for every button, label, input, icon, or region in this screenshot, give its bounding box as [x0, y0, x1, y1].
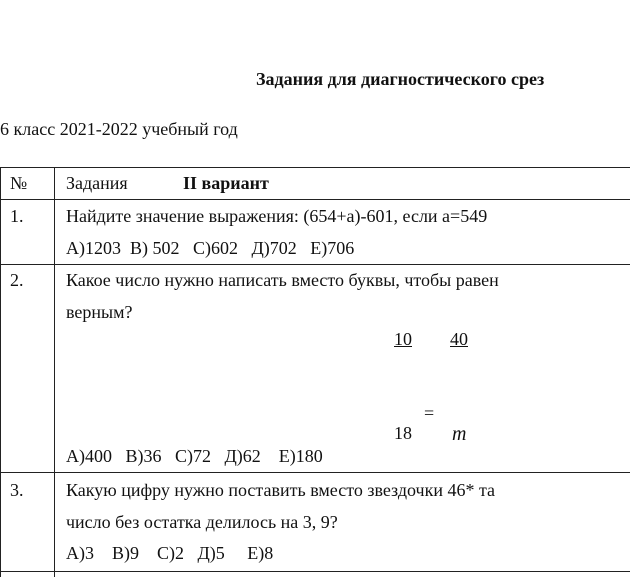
task-text: Какую цифру нужно поставить вместо звездочки 46* та — [66, 480, 496, 500]
table-row-divider — [0, 199, 630, 200]
task-text: Какое число нужно написать вместо буквы, чтобы равен — [66, 270, 499, 290]
task-number: 3. — [10, 480, 24, 500]
answer-options: А)3 В)9 С)2 Д)5 Е)8 — [66, 543, 274, 563]
table-row-divider — [0, 472, 630, 473]
fraction-denominator: 18 — [394, 423, 412, 443]
column-header-tasks: Задания — [66, 173, 128, 193]
equals-sign: = — [424, 403, 435, 423]
task-text: Найдите значение выражения: (654+а)-601, если а=549 — [66, 206, 488, 226]
task-text: число без остатка делилось на 3, 9? — [66, 512, 338, 532]
page-title: Задания для диагностического срез — [256, 69, 545, 89]
answer-options: А)1203 В) 502 С)602 Д)702 Е)706 — [66, 238, 355, 258]
answer-options: А)400 В)36 С)72 Д)62 Е)180 — [66, 446, 323, 466]
fraction-denominator-variable: m — [452, 423, 467, 445]
table-row-divider — [0, 571, 630, 572]
task-text: верным? — [66, 302, 133, 322]
variant-label: II вариант — [183, 173, 269, 193]
fraction-numerator: 40 — [450, 329, 468, 349]
table-row-divider — [0, 264, 630, 265]
task-number: 1. — [10, 206, 24, 226]
column-header-number: № — [10, 173, 28, 193]
page-subtitle: 6 класс 2021-2022 учебный год — [0, 119, 238, 139]
table-column-divider — [54, 167, 55, 577]
table-border-top — [0, 167, 630, 168]
fraction-numerator: 10 — [394, 329, 412, 349]
task-number: 2. — [10, 270, 24, 290]
table-border-left — [0, 167, 1, 577]
